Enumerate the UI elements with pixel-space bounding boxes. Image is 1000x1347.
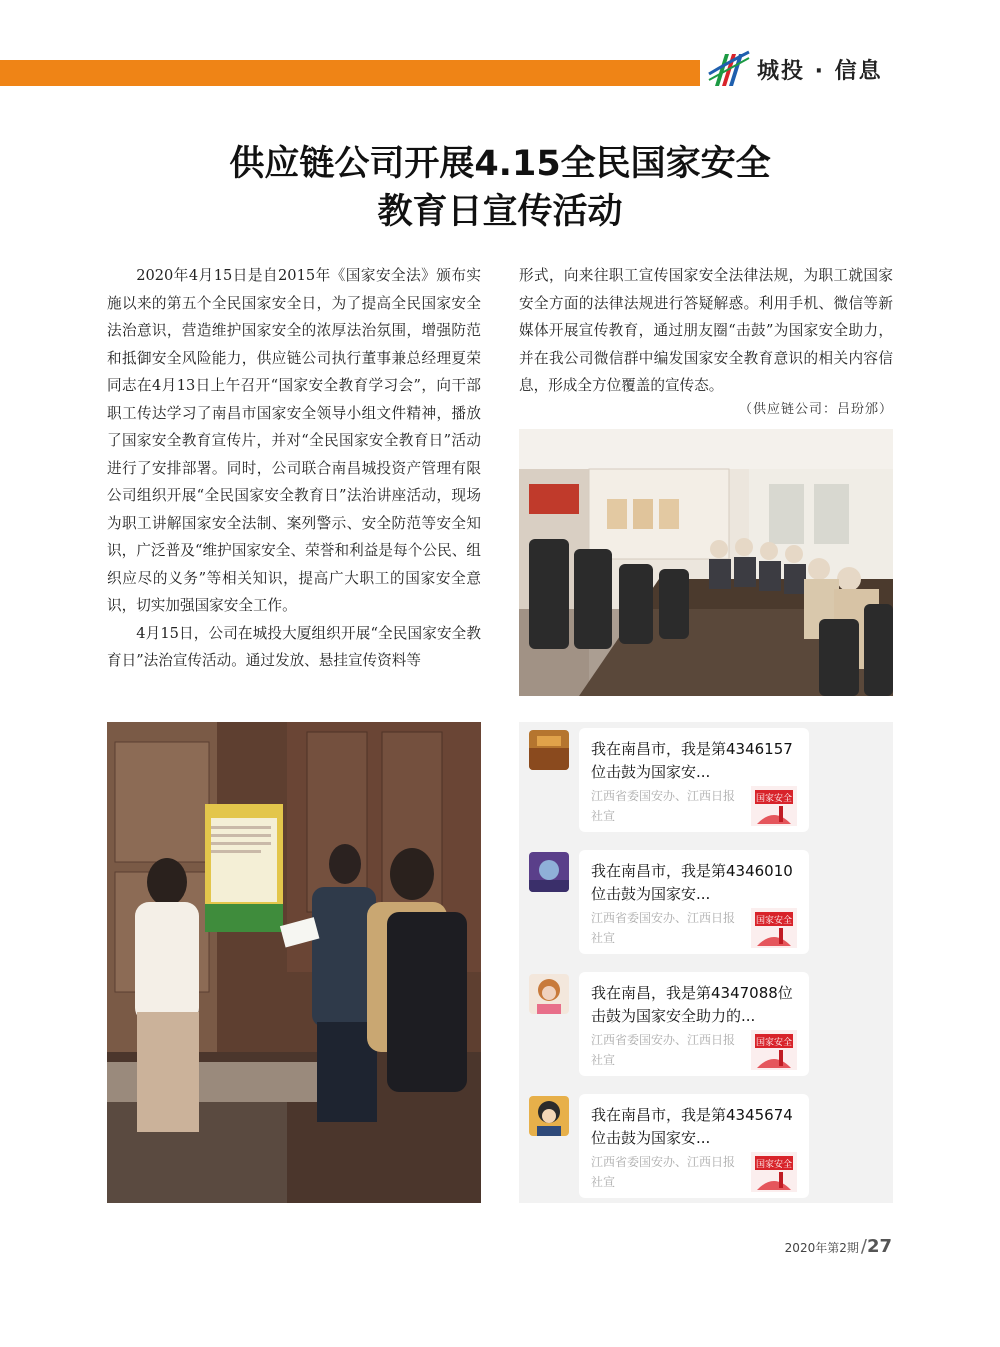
wechat-feed-screenshot (519, 722, 893, 1203)
section-brand (703, 44, 903, 94)
article-body-left-column (107, 262, 481, 675)
avatar-image-icon (529, 1096, 569, 1136)
thumbnail-label: 国家安全 (755, 1038, 793, 1048)
article-paragraph: 4月15日，公司在城投大厦组织开展“全民国家安全教育日”法治宣传活动。通过发放、悬挂宣传资料等 (107, 624, 481, 669)
user-avatar (529, 974, 569, 1014)
shared-link-thumbnail (751, 1030, 797, 1070)
article-paragraph: 形式，向来往职工宣传国家安全法律法规，为职工就国家安全方面的法律法规进行答疑解惑。利用手机、微信等新媒体开展宣传教育，通过朋友圈“击鼓”为国家安全助力，并在我公司微信群中编发国家安全教育意识的相关内容信息，形成全方位覆盖的宣传态。 (519, 267, 893, 394)
shared-link-thumbnail (751, 908, 797, 948)
page-number: 27 (866, 1236, 892, 1257)
thumbnail-label: 国家安全 (755, 794, 793, 804)
user-avatar (529, 1096, 569, 1136)
shared-link-thumbnail (751, 1152, 797, 1192)
user-avatar (529, 730, 569, 770)
shared-link-source: 江西省委国安办、江西日报社宣 (591, 1033, 736, 1067)
thumbnail-label: 国家安全 (755, 916, 793, 926)
article-body-right-column (519, 262, 893, 400)
wechat-post (519, 966, 893, 1086)
shared-link-card[interactable] (579, 1094, 809, 1198)
article-paragraph: 2020年4月15日是自2015年《国家安全法》颁布实施以来的第五个全民国家安全日，为了提高全民国家安全法治意识，营造维护国家安全的浓厚法治氛围，增强防范和抵御安全风险能力，供应链公司执行董事兼总经理夏荣同志在4月13日上午召开“国家安全教育学习会”，向干部职工传达学习了南昌市国家安全领导小组文件精神，播放了国家安全教育宣传片，并对“全民国家安全教育日”活动进行了安排部署。同时，公司联合南昌城投资产管理有限公司组织开展“全民国家安全教育日”法治讲座活动，现场为职工讲解国家安全法制、案列警示、安全防范等安全知识，广泛普及“维护国家安全、荣誉和利益是每个公民、组织应尽的义务”等相关知识，提高广大职工的国家安全意识，切实加强国家安全工作。 (107, 267, 481, 614)
shared-link-source: 江西省委国安办、江西日报社宣 (591, 1155, 736, 1189)
thumbnail-label: 国家安全 (755, 1160, 793, 1170)
shared-link-title: 我在南昌市，我是第4346010位击鼓为国家安... (591, 862, 793, 903)
shared-link-card[interactable] (579, 728, 809, 832)
meeting-room-photo-illustration (519, 429, 893, 696)
national-security-thumbnail-icon (751, 908, 797, 948)
shared-link-card[interactable] (579, 972, 809, 1076)
user-avatar (529, 852, 569, 892)
shared-link-source: 江西省委国安办、江西日报社宣 (591, 789, 736, 823)
wechat-post (519, 722, 893, 842)
poster-viewing-photo (107, 722, 481, 1203)
poster-viewing-photo-illustration (107, 722, 481, 1203)
wechat-post (519, 844, 893, 964)
footer-separator: / (860, 1236, 867, 1257)
meeting-room-photo (519, 429, 893, 696)
wechat-post (519, 1088, 893, 1208)
header-accent-bar (0, 60, 700, 86)
section-title: 城投 · 信息 (757, 59, 883, 84)
article-byline: （供应链公司：吕玢邠） (738, 402, 893, 417)
avatar-image-icon (529, 730, 569, 770)
shared-link-title: 我在南昌市，我是第4345674位击鼓为国家安... (591, 1106, 793, 1147)
avatar-image-icon (529, 974, 569, 1014)
article-title-line2: 教育日宣传活动 (377, 192, 623, 232)
issue-label: 2020年第2期 (784, 1241, 859, 1255)
shared-link-title: 我在南昌，我是第4347088位击鼓为国家安全助力的... (591, 984, 793, 1025)
shared-link-thumbnail (751, 786, 797, 826)
page-footer (785, 1236, 892, 1257)
national-security-thumbnail-icon (751, 1030, 797, 1070)
shared-link-title: 我在南昌市，我是第4346157位击鼓为国家安... (591, 740, 793, 781)
shared-link-card[interactable] (579, 850, 809, 954)
article-title-line1: 供应链公司开展4.15全民国家安全 (229, 144, 771, 184)
avatar-image-icon (529, 852, 569, 892)
article-title (0, 140, 1000, 236)
national-security-thumbnail-icon (751, 786, 797, 826)
national-security-thumbnail-icon (751, 1152, 797, 1192)
company-logo-icon (707, 48, 751, 88)
shared-link-source: 江西省委国安办、江西日报社宣 (591, 911, 736, 945)
